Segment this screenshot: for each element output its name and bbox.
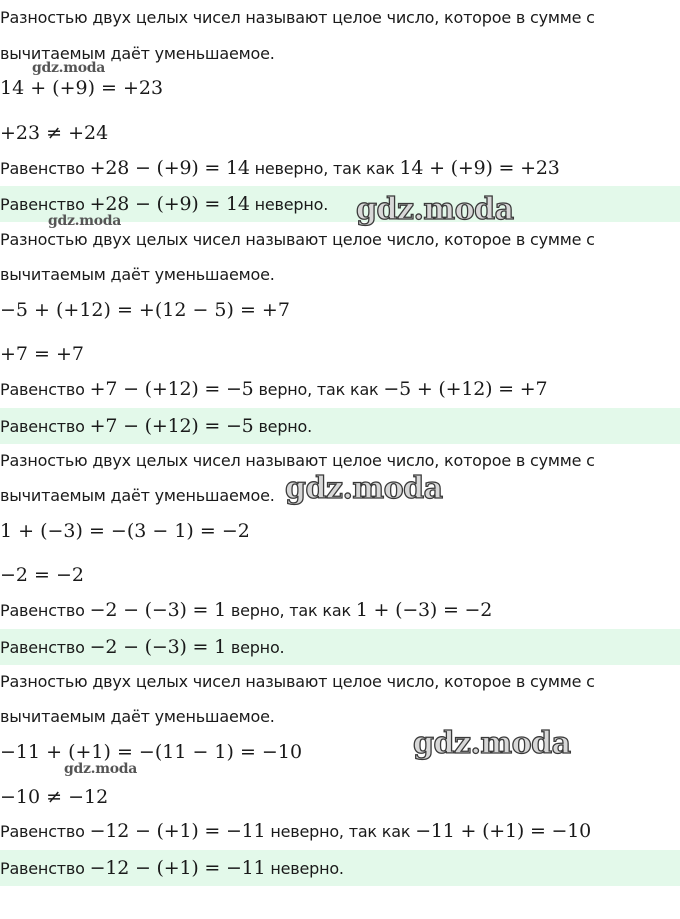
watermark-small: gdz.moda [32,60,106,76]
reason-equation: −2 − (−3) = 1 [89,599,226,621]
reason-prefix: Равенство [0,380,90,399]
watermark-logo: gdz.moda [285,471,443,506]
reason-prefix: Равенство [0,601,90,620]
watermark-small: gdz.moda [48,213,122,229]
answer-suffix: неверно. [265,859,344,878]
reason-check: −5 + (+12) = +7 [383,378,548,400]
reason-equation: +28 − (+9) = 14 [89,157,250,179]
reason-equation: +7 − (+12) = −5 [89,378,254,400]
watermark-logo: gdz.moda [356,192,514,227]
answer-prefix: Равенство [0,195,90,214]
answer-suffix: верно. [225,638,285,657]
check-equation: 1 + (−3) = −(3 − 1) = −2 [0,520,250,542]
reason-middle: неверно, так как [249,159,400,178]
answer-prefix: Равенство [0,417,90,436]
check-equation: −11 + (+1) = −(11 − 1) = −10 [0,741,303,763]
answer-equation: +7 − (+12) = −5 [89,415,254,437]
watermark-logo: gdz.moda [413,726,571,761]
reason-check: 14 + (+9) = +23 [399,157,560,179]
rule-line-1: Разностью двух целых чисел называют целое число, которое в сумме с [0,230,595,249]
reason-check: −11 + (+1) = −10 [415,820,592,842]
rule-line-2: вычитаемым даёт уменьшаемое. [0,707,275,726]
comparison: −10 ≠ −12 [0,786,109,808]
check-equation: 14 + (+9) = +23 [0,77,164,99]
reason-line [0,592,680,628]
rule-line-2: вычитаемым даёт уменьшаемое. [0,265,275,284]
answer-line [0,408,680,444]
answer-suffix: неверно. [249,195,329,214]
reason-middle: верно, так как [225,601,356,620]
reason-middle: неверно, так как [265,822,416,841]
answer-prefix: Равенство [0,638,90,657]
rule-line-2: вычитаемым даёт уменьшаемое. [0,44,275,63]
reason-prefix: Равенство [0,159,90,178]
answer-equation: −2 − (−3) = 1 [89,636,226,658]
answer-prefix: Равенство [0,859,90,878]
rule-line-1: Разностью двух целых чисел называют целое число, которое в сумме с [0,8,595,27]
answer-equation: −12 − (+1) = −11 [89,857,266,879]
answer-suffix: верно. [253,417,313,436]
comparison: −2 = −2 [0,564,85,586]
check-equation: −5 + (+12) = +(12 − 5) = +7 [0,299,290,321]
reason-equation: −12 − (+1) = −11 [89,820,266,842]
comparison: +23 ≠ +24 [0,122,109,144]
watermark-small: gdz.moda [64,761,138,777]
reason-line [0,371,680,407]
answer-equation: +28 − (+9) = 14 [89,193,250,215]
rule-line-1: Разностью двух целых чисел называют целое число, которое в сумме с [0,451,595,470]
comparison: +7 = +7 [0,343,85,365]
rule-line-2: вычитаемым даёт уменьшаемое. [0,486,275,505]
reason-line [0,813,680,849]
reason-line [0,150,680,186]
answer-line [0,850,680,886]
rule-line-1: Разностью двух целых чисел называют целое число, которое в сумме с [0,672,595,691]
answer-line [0,629,680,665]
reason-prefix: Равенство [0,822,90,841]
reason-check: 1 + (−3) = −2 [355,599,493,621]
reason-middle: верно, так как [253,380,384,399]
